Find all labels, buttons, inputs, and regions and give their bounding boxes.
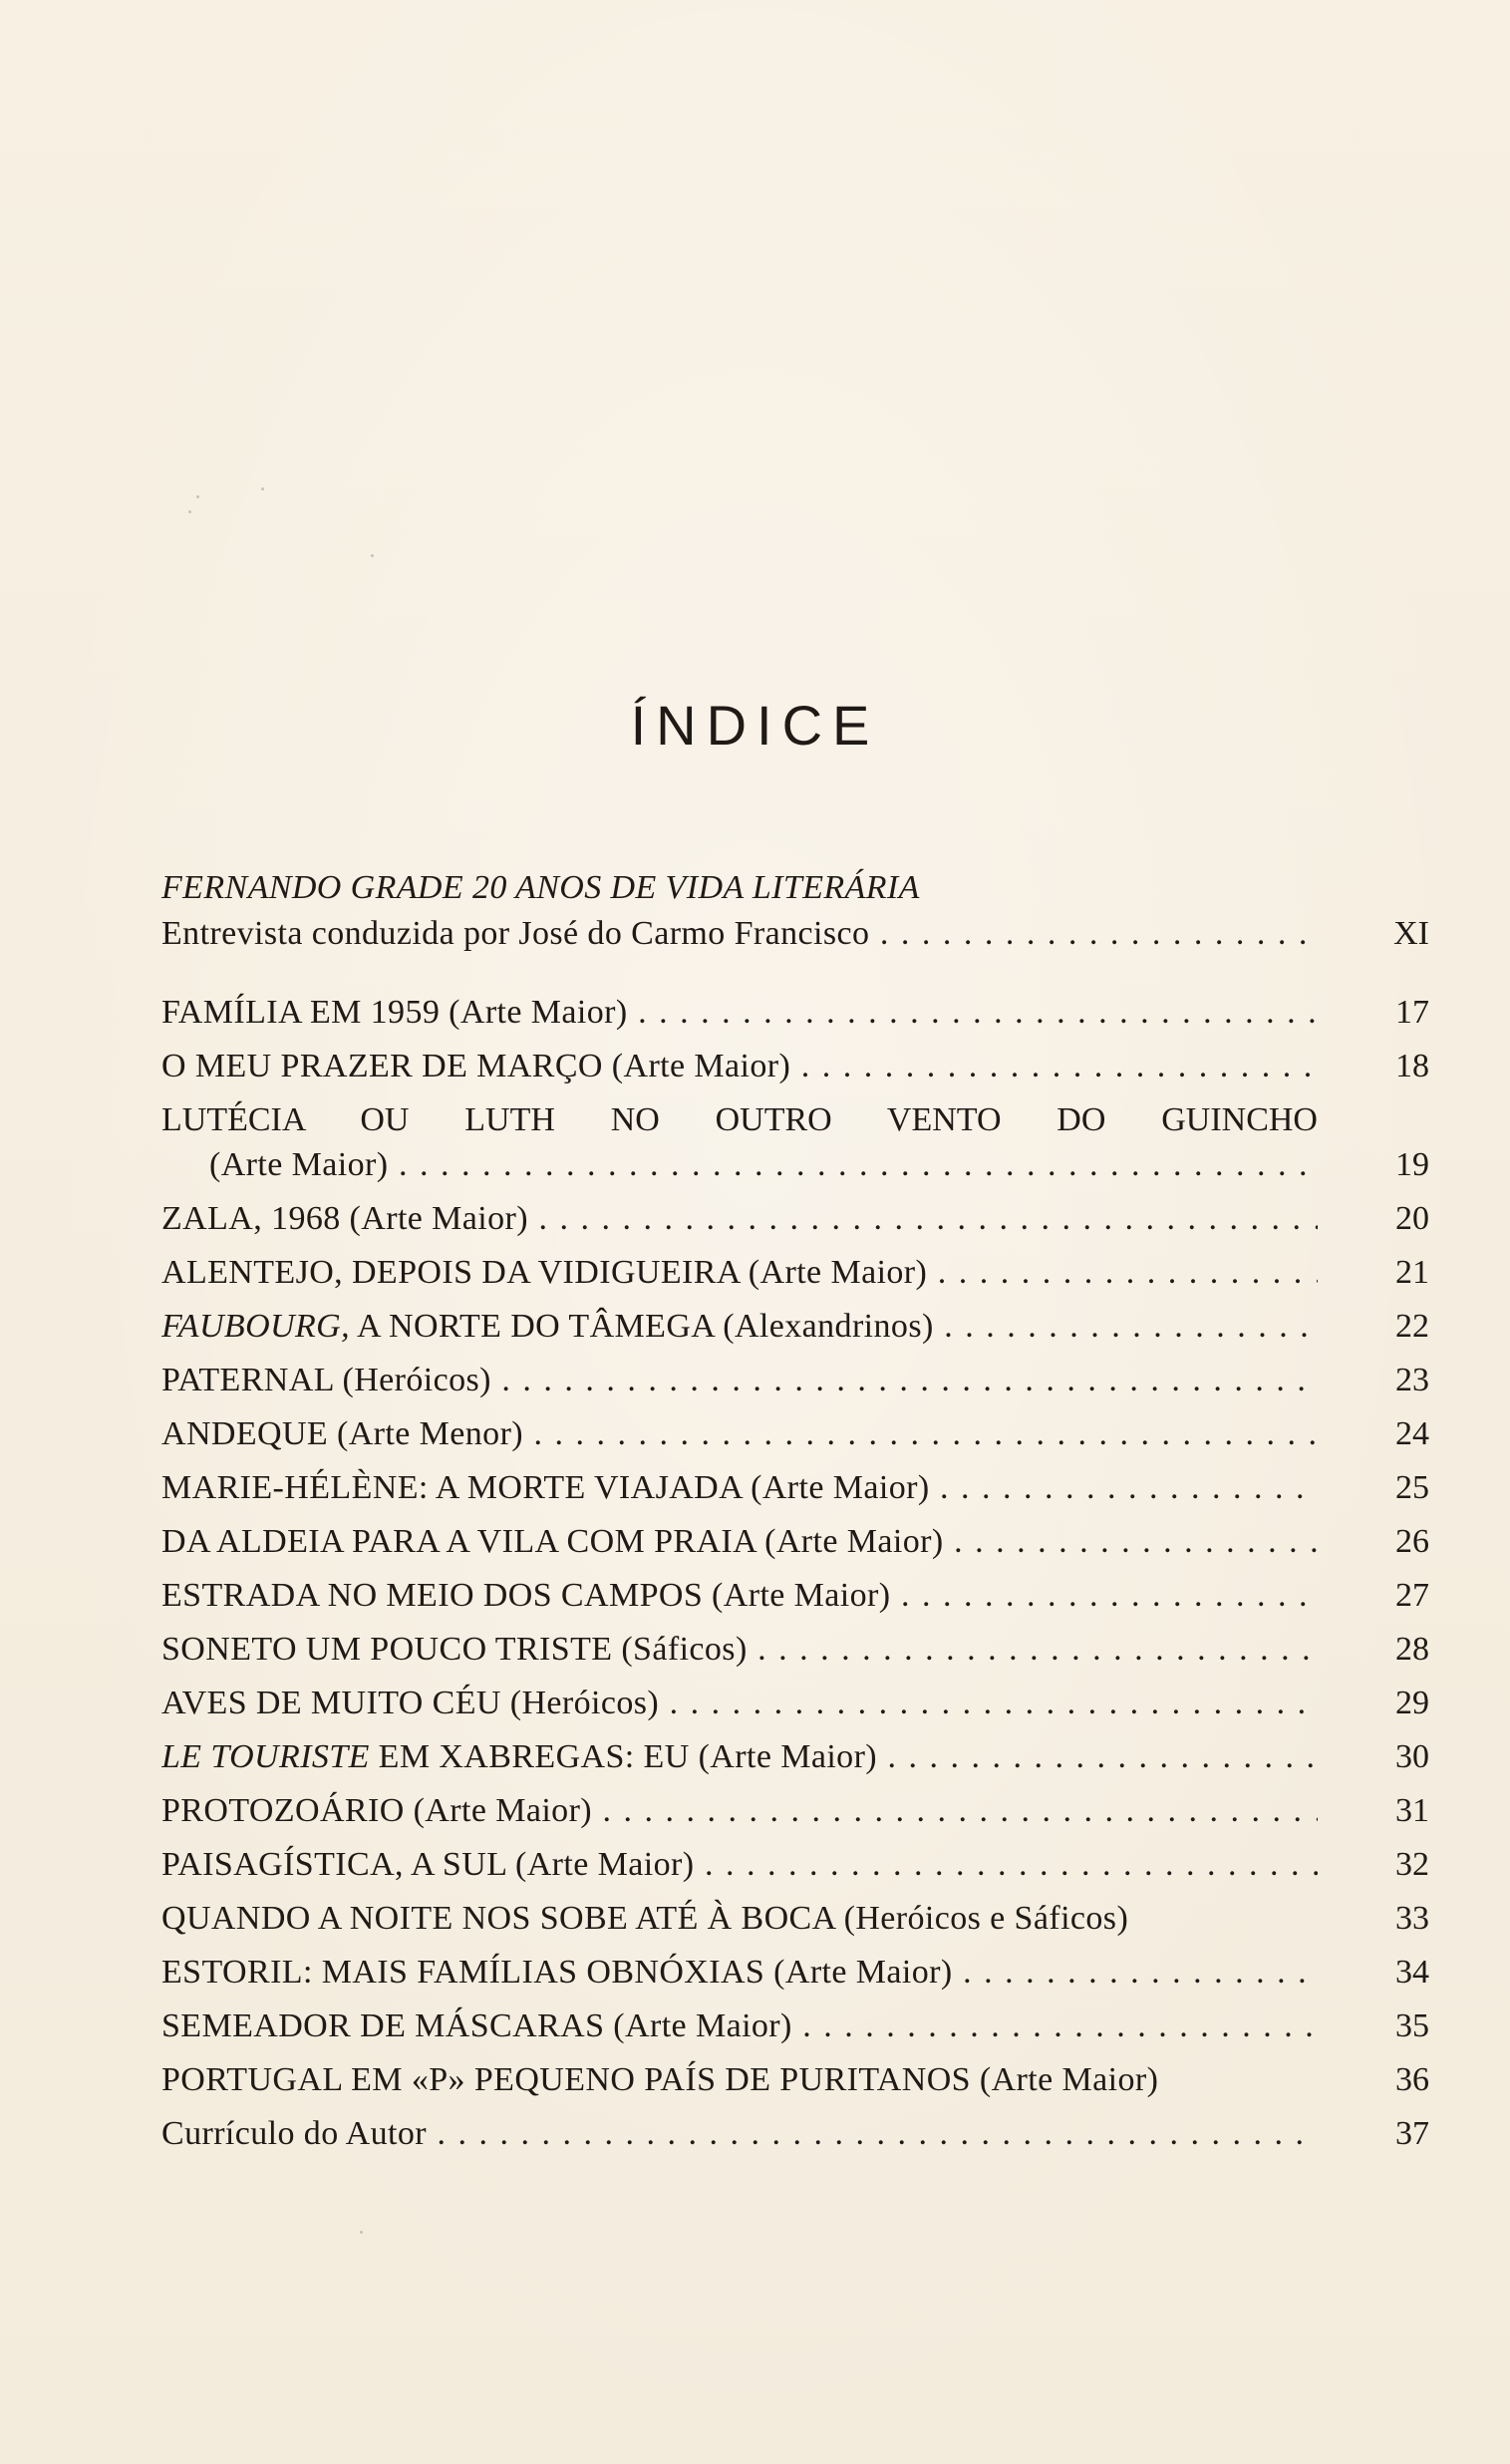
toc-entry-page: 33 <box>1395 1900 1429 1937</box>
toc-entry[interactable] <box>161 1573 1429 1619</box>
toc-entry-label: PROTOZOÁRIO (Arte Maior) . . . <box>161 1788 1318 1834</box>
toc-entry-label: ZALA, 1968 (Arte Maior) . . . <box>161 1196 1318 1242</box>
toc-entry[interactable] <box>161 990 1429 1036</box>
toc-entry-label: ALENTEJO, DEPOIS DA VIDIGUEIRA (Arte Maior) . . . <box>161 1250 1318 1296</box>
toc-entry-page: 27 <box>1395 1577 1429 1614</box>
toc-entry-page: 31 <box>1395 1792 1429 1829</box>
toc-entry[interactable] <box>161 1411 1429 1457</box>
toc-entry-label: FAMÍLIA EM 1959 (Arte Maior) . . . <box>161 990 1318 1036</box>
toc-entry[interactable] <box>161 1358 1429 1403</box>
paper-speck <box>188 510 191 513</box>
toc-entry-page: 18 <box>1395 1048 1429 1084</box>
toc-entry[interactable] <box>161 1465 1429 1511</box>
toc-entry[interactable] <box>161 2003 1429 2049</box>
toc-entry-first-line[interactable] <box>161 1097 1429 1143</box>
toc-entry-label <box>161 1734 1318 1780</box>
toc-entry-label: PAISAGÍSTICA, A SUL (Arte Maior) . . . <box>161 1842 1318 1888</box>
toc-header-title: FERNANDO GRADE 20 ANOS DE VIDA LITERÁRIA <box>161 869 920 906</box>
toc-entry[interactable] <box>161 1842 1429 1888</box>
toc-entry-label-rest: EM XABREGAS: EU (Arte Maior) <box>378 1738 878 1775</box>
toc-entry-label <box>161 1304 1318 1350</box>
toc-entry-page: 37 <box>1395 2115 1429 2152</box>
toc-entry[interactable] <box>161 1519 1429 1565</box>
toc-entry-label-continued: (Arte Maior) . . . <box>209 1142 1318 1188</box>
toc-entry[interactable] <box>161 1896 1429 1942</box>
toc-entry-label-rest: A NORTE DO TÂMEGA (Alexandrinos) <box>357 1308 934 1345</box>
toc-entry[interactable] <box>161 1142 1429 1188</box>
toc-entry-label: ESTRADA NO MEIO DOS CAMPOS (Arte Maior) . . . <box>161 1573 1318 1619</box>
toc-entry[interactable] <box>161 1788 1429 1834</box>
toc-entry[interactable] <box>161 1044 1429 1089</box>
toc-entry-page: XI <box>1393 915 1429 952</box>
toc-header-title-line <box>161 865 1429 911</box>
toc-entry-page: 36 <box>1395 2061 1429 2098</box>
toc-entry[interactable] <box>161 1304 1429 1350</box>
toc-entry-label: O MEU PRAZER DE MARÇO (Arte Maior) . . . <box>161 1044 1318 1089</box>
toc-entry-page: 17 <box>1395 994 1429 1031</box>
paper-speck <box>360 2231 363 2234</box>
toc-entry-label: LUTÉCIA OU LUTH NO OUTRO VENTO DO GUINCHO <box>161 1101 1318 1138</box>
toc-entry[interactable] <box>161 1950 1429 1996</box>
toc-entry-page: 25 <box>1395 1469 1429 1506</box>
toc-entry-label-italic: FAUBOURG, <box>161 1308 351 1345</box>
toc-entry-label: DA ALDEIA PARA A VILA COM PRAIA (Arte Maior) . . . <box>161 1519 1318 1565</box>
toc-entry-page: 22 <box>1395 1308 1429 1345</box>
toc-entry-label: PATERNAL (Heróicos) . . . <box>161 1358 1318 1403</box>
toc-entry-page: 19 <box>1395 1146 1429 1183</box>
toc-entry-page: 34 <box>1395 1954 1429 1991</box>
toc-entry-label: QUANDO A NOITE NOS SOBE ATÉ À BOCA (Heróicos e Sáficos) <box>161 1900 1129 1937</box>
toc-entry[interactable] <box>161 1681 1429 1726</box>
toc-entry-page: 32 <box>1395 1846 1429 1883</box>
toc-entry-page: 20 <box>1395 1200 1429 1237</box>
toc-entry[interactable] <box>161 1196 1429 1242</box>
toc-entry-page: 30 <box>1395 1738 1429 1775</box>
toc-entry-page: 29 <box>1395 1685 1429 1721</box>
paper-speck <box>196 495 199 498</box>
toc-entry-label: ESTORIL: MAIS FAMÍLIAS OBNÓXIAS (Arte Maior) . . . <box>161 1950 1318 1996</box>
toc-entry[interactable] <box>161 1734 1429 1780</box>
toc-entry-label: MARIE-HÉLÈNE: A MORTE VIAJADA (Arte Maior) . . . <box>161 1465 1318 1511</box>
toc-entry-label: ANDEQUE (Arte Menor) . . . <box>161 1411 1318 1457</box>
toc-entry-label: SEMEADOR DE MÁSCARAS (Arte Maior) . . . <box>161 2003 1318 2049</box>
toc-entry-label: AVES DE MUITO CÉU (Heróicos) . . . <box>161 1681 1318 1726</box>
toc-entry-page: 35 <box>1395 2007 1429 2044</box>
toc-entry-page: 28 <box>1395 1631 1429 1668</box>
toc-entry-label: SONETO UM POUCO TRISTE (Sáficos) . . . <box>161 1627 1318 1673</box>
toc-entry-page: 26 <box>1395 1523 1429 1560</box>
paper-speck <box>371 554 374 557</box>
toc-entry[interactable] <box>161 2057 1429 2103</box>
toc-entry-page: 21 <box>1395 1254 1429 1291</box>
toc-entry[interactable] <box>161 1250 1429 1296</box>
toc-entry[interactable] <box>161 1627 1429 1673</box>
toc-entry[interactable] <box>161 911 1429 957</box>
toc-entry[interactable] <box>161 2111 1429 2157</box>
toc-entry-label: Entrevista conduzida por José do Carmo Francisco . . . <box>161 911 1318 957</box>
toc-entry-label-italic: LE TOURISTE <box>161 1738 370 1775</box>
paper-speck <box>261 487 264 490</box>
page-title: ÍNDICE <box>630 694 880 757</box>
toc-entry-page: 24 <box>1395 1415 1429 1452</box>
toc-entry-label: Currículo do Autor . . . <box>161 2111 1318 2157</box>
toc-entry-label: PORTUGAL EM «P» PEQUENO PAÍS DE PURITANOS (Arte Maior) <box>161 2061 1159 2098</box>
toc-entry-page: 23 <box>1395 1362 1429 1398</box>
